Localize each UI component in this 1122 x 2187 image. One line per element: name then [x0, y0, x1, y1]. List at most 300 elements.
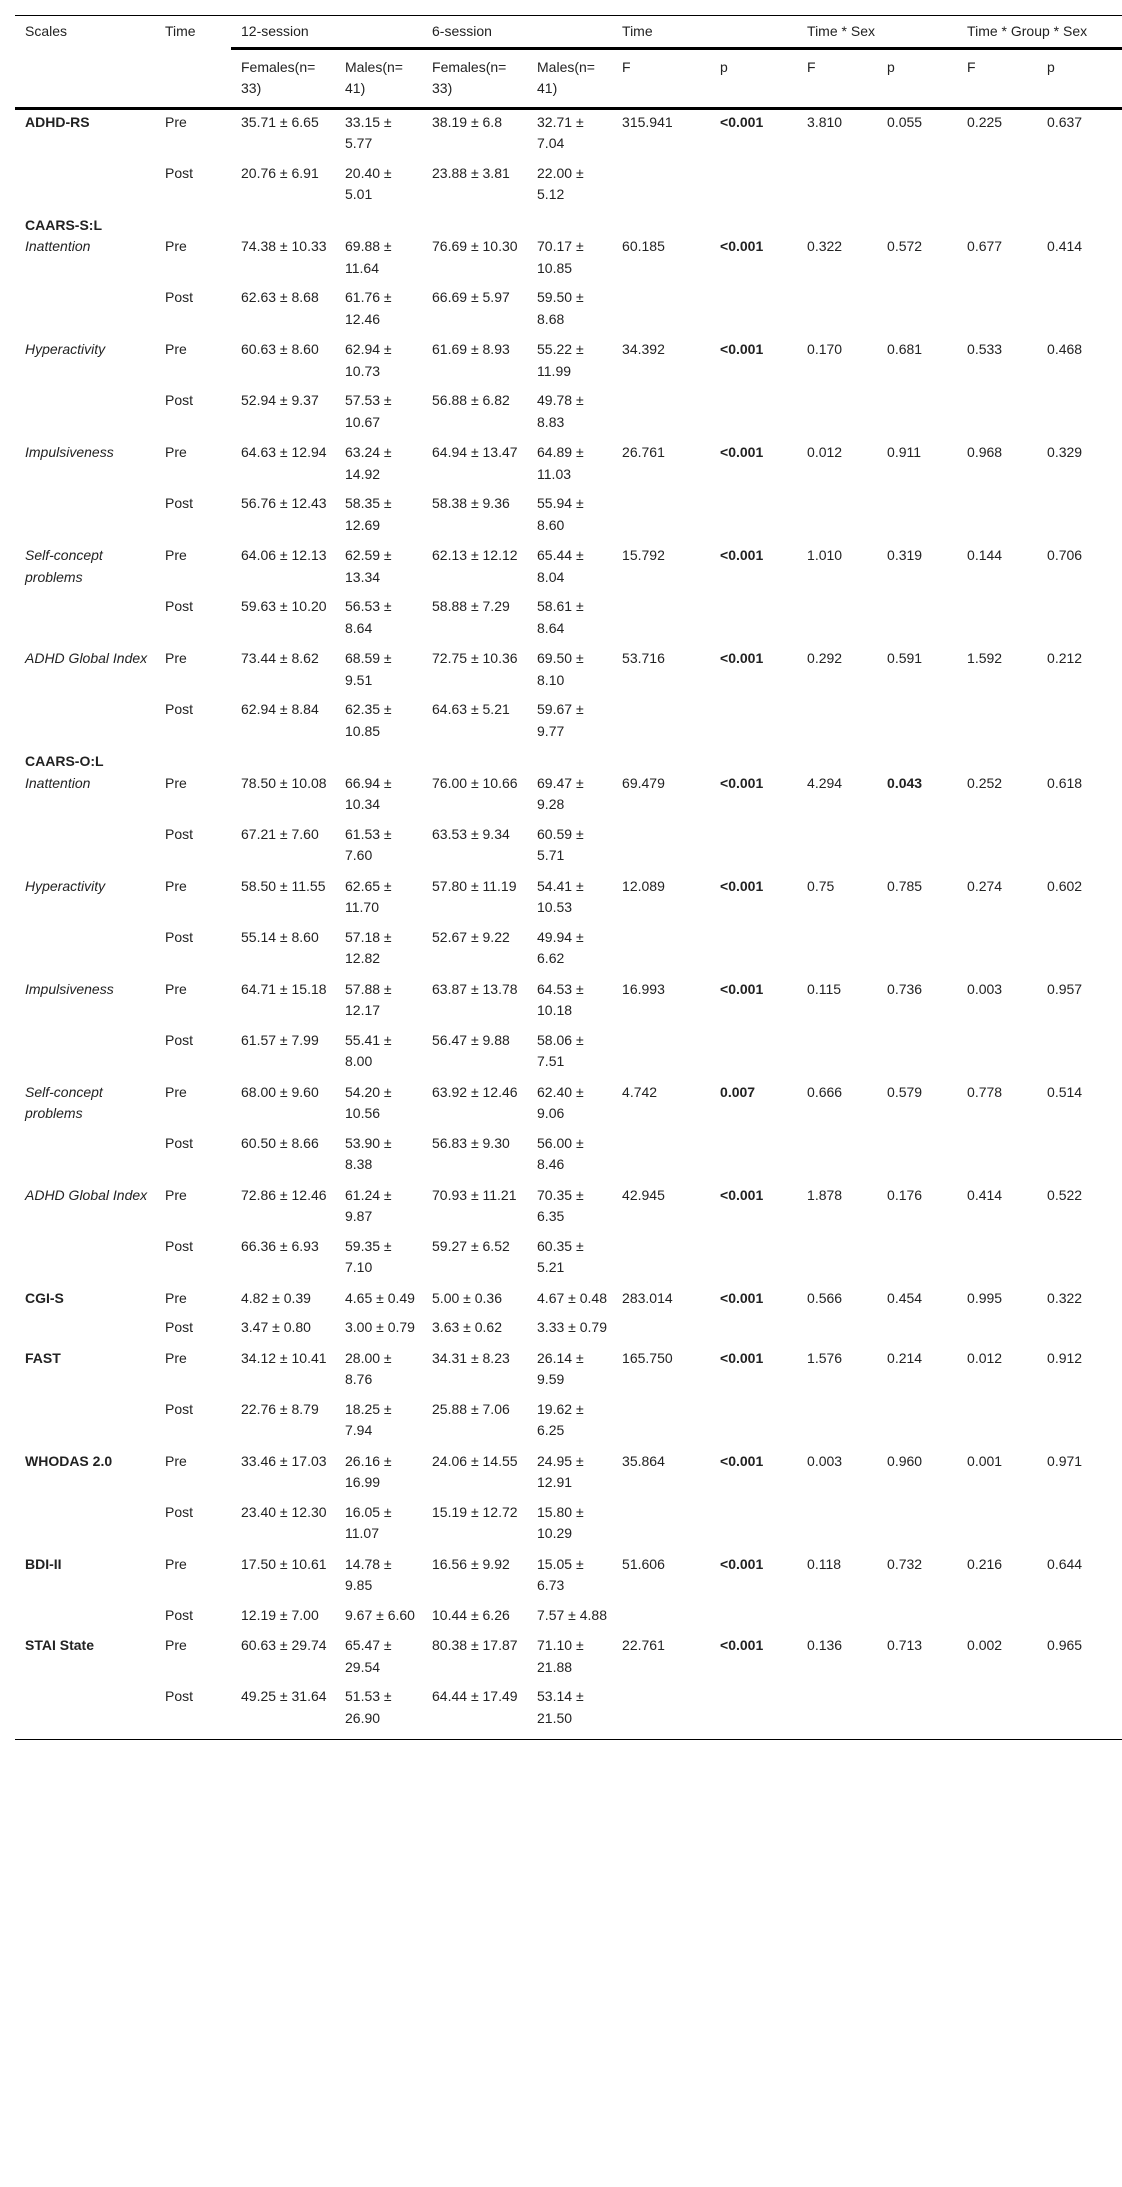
- time-f: 51.606: [622, 1555, 665, 1572]
- time-p: [710, 596, 797, 648]
- scale-name: [15, 1317, 155, 1348]
- time-group-sex-f: 0.414: [967, 1186, 1003, 1203]
- 12-session-males: 58.35 ± 12.69: [345, 495, 392, 533]
- time-sex-f: 3.810: [807, 113, 843, 130]
- 12-session-females: 72.86 ± 12.46: [241, 1186, 327, 1203]
- time-sex-p: [877, 1502, 957, 1554]
- header-time-p: p: [710, 48, 797, 108]
- 6-session-females: 59.27 ± 6.52: [432, 1237, 510, 1254]
- time-sex-f: [797, 1317, 877, 1348]
- time-p: [710, 1686, 797, 1740]
- time-sex-f: 0.136: [807, 1637, 843, 1653]
- time-p: [710, 1317, 797, 1348]
- time-f: [612, 287, 710, 339]
- table-row: [15, 1348, 1122, 1399]
- 6-session-males: 32.71 ± 7.04: [537, 113, 584, 151]
- time-point: Post: [165, 1237, 194, 1254]
- table-row: [15, 1635, 1122, 1686]
- 12-session-females: 66.36 ± 6.93: [241, 1237, 319, 1254]
- scale-name: Impulsiveness: [25, 444, 114, 460]
- time-point: Post: [165, 164, 194, 181]
- 12-session-females: 49.25 ± 31.64: [231, 1686, 335, 1740]
- scale-name: Self-concept problems: [25, 547, 103, 585]
- 12-session-males: 26.16 ± 16.99: [345, 1452, 392, 1490]
- scale-name: CGI-S: [25, 1289, 64, 1306]
- time-sex-p: 0.713: [887, 1637, 923, 1653]
- time-f: [612, 1317, 710, 1348]
- time-group-sex-p: [1037, 1399, 1122, 1451]
- time-group-sex-p: [1037, 1236, 1122, 1288]
- time-group-sex-p: 0.706: [1047, 547, 1083, 563]
- 12-session-males: 59.35 ± 7.10: [345, 1237, 392, 1275]
- header-time-sex: Time * Sex: [797, 16, 957, 49]
- 6-session-males: 3.33 ± 0.79: [537, 1319, 607, 1335]
- time-group-sex-f: 0.995: [967, 1289, 1003, 1306]
- time-group-sex-f: [957, 1686, 1037, 1740]
- time-point: Post: [165, 392, 194, 408]
- 6-session-males: 19.62 ± 6.25: [537, 1400, 584, 1438]
- time-p: [710, 1399, 797, 1451]
- time-group-sex-p: 0.514: [1047, 1083, 1083, 1100]
- time-f: 12.089: [622, 877, 665, 894]
- header-time-sex-p: p: [877, 48, 957, 108]
- time-group-sex-f: [957, 1502, 1037, 1554]
- time-point: Pre: [165, 1289, 187, 1306]
- 6-session-females: 63.53 ± 9.34: [432, 825, 510, 842]
- 12-session-males: 63.24 ± 14.92: [345, 444, 392, 482]
- 12-session-males: 56.53 ± 8.64: [345, 598, 392, 636]
- time-p: [710, 824, 797, 876]
- time-sex-p: 0.911: [887, 444, 922, 460]
- 6-session-males: 69.47 ± 9.28: [537, 774, 584, 812]
- time-point: Post: [165, 701, 194, 717]
- time-group-sex-f: 0.677: [967, 238, 1003, 254]
- time-sex-f: [797, 493, 877, 545]
- time-point: Post: [165, 1134, 194, 1151]
- time-f: [612, 1133, 710, 1185]
- time-point: Pre: [165, 980, 187, 997]
- time-sex-f: 0.322: [807, 238, 843, 254]
- time-f: 60.185: [622, 238, 665, 254]
- time-group-sex-f: [957, 390, 1037, 442]
- time-group-sex-p: 0.644: [1047, 1555, 1083, 1572]
- 12-session-males: 57.18 ± 12.82: [345, 928, 392, 966]
- 12-session-females: 22.76 ± 8.79: [241, 1400, 319, 1417]
- time-f: 165.750: [622, 1349, 673, 1366]
- time-sex-p: [877, 287, 957, 339]
- 12-session-males: 4.65 ± 0.49: [345, 1289, 415, 1306]
- time-sex-f: [797, 596, 877, 648]
- time-group-sex-p: [1037, 1502, 1122, 1554]
- time-sex-f: [797, 1605, 877, 1636]
- time-group-sex-f: [957, 927, 1037, 979]
- time-sex-f: [797, 1399, 877, 1451]
- time-f: [612, 1502, 710, 1554]
- 12-session-males: 54.20 ± 10.56: [345, 1083, 392, 1121]
- time-p: <0.001: [720, 341, 764, 357]
- 12-session-females: 12.19 ± 7.00: [241, 1606, 319, 1623]
- time-group-sex-f: 0.216: [967, 1555, 1003, 1572]
- time-sex-p: [877, 699, 957, 751]
- table-row: [15, 876, 1122, 927]
- 12-session-females: 60.63 ± 29.74: [241, 1637, 327, 1653]
- table-row: [15, 1185, 1122, 1236]
- time-sex-f: 0.292: [807, 650, 843, 666]
- time-point: Pre: [165, 444, 187, 460]
- 12-session-females: 73.44 ± 8.62: [241, 650, 319, 666]
- scale-name: BDI-II: [25, 1555, 62, 1572]
- time-f: [612, 1605, 710, 1636]
- header-scales: Scales: [15, 16, 155, 49]
- 6-session-females: 63.92 ± 12.46: [432, 1083, 518, 1100]
- time-group-sex-f: 0.012: [967, 1349, 1003, 1366]
- time-p: <0.001: [720, 1452, 764, 1469]
- 12-session-females: 56.76 ± 12.43: [241, 495, 327, 511]
- 12-session-females: 55.14 ± 8.60: [241, 928, 319, 945]
- header-6-session: 6-session: [422, 16, 612, 49]
- time-sex-f: [797, 390, 877, 442]
- 6-session-females: 58.88 ± 7.29: [432, 598, 510, 614]
- time-point: Pre: [165, 877, 187, 894]
- 6-session-males: 54.41 ± 10.53: [537, 877, 584, 915]
- time-group-sex-p: 0.618: [1047, 774, 1083, 791]
- 6-session-males: 15.80 ± 10.29: [537, 1503, 584, 1541]
- table-row: [15, 339, 1122, 390]
- scale-name: Impulsiveness: [25, 980, 114, 997]
- 6-session-females: 56.83 ± 9.30: [432, 1134, 510, 1151]
- time-f: [612, 1399, 710, 1451]
- time-group-sex-f: [957, 1605, 1037, 1636]
- 6-session-females: 80.38 ± 17.87: [432, 1637, 518, 1653]
- time-f: [612, 927, 710, 979]
- time-p: <0.001: [720, 650, 764, 666]
- time-sex-f: [797, 1686, 877, 1740]
- 12-session-males: 61.76 ± 12.46: [345, 289, 392, 327]
- table-row: [15, 773, 1122, 824]
- 6-session-females: 3.63 ± 0.62: [432, 1319, 502, 1335]
- time-p: [710, 163, 797, 215]
- 6-session-males: 64.89 ± 11.03: [537, 444, 584, 482]
- time-group-sex-p: [1037, 1686, 1122, 1740]
- 12-session-males: 3.00 ± 0.79: [345, 1319, 415, 1335]
- 6-session-males: 62.40 ± 9.06: [537, 1083, 584, 1121]
- 12-session-males: 28.00 ± 8.76: [345, 1349, 392, 1387]
- 6-session-males: 70.17 ± 10.85: [537, 238, 584, 276]
- time-f: [612, 493, 710, 545]
- results-table-container: [15, 15, 1122, 1740]
- time-sex-p: 0.319: [887, 547, 923, 563]
- time-f: [612, 824, 710, 876]
- scale-name: FAST: [25, 1349, 61, 1366]
- 6-session-females: 10.44 ± 6.26: [432, 1606, 510, 1623]
- time-sex-p: 0.579: [887, 1083, 923, 1100]
- time-f: [612, 699, 710, 751]
- time-p: [710, 1605, 797, 1636]
- scale-name: Hyperactivity: [25, 877, 106, 894]
- time-point: Pre: [165, 1083, 187, 1100]
- time-point: Post: [165, 1503, 194, 1520]
- header-time-effect: Time: [612, 16, 797, 49]
- time-p: <0.001: [720, 1186, 764, 1203]
- table-row: [15, 1399, 1122, 1451]
- time-sex-p: [877, 1399, 957, 1451]
- time-group-sex-p: 0.912: [1047, 1349, 1083, 1366]
- time-sex-f: 0.170: [807, 341, 843, 357]
- 6-session-males: 64.53 ± 10.18: [537, 980, 584, 1018]
- time-point: Post: [165, 1400, 194, 1417]
- time-sex-f: 1.010: [807, 547, 843, 563]
- time-group-sex-p: 0.602: [1047, 877, 1083, 894]
- scale-name: [15, 1399, 155, 1451]
- time-p: [710, 287, 797, 339]
- scale-name: [15, 1030, 155, 1082]
- time-group-sex-p: [1037, 390, 1122, 442]
- table-row: [15, 824, 1122, 876]
- 6-session-males: 65.44 ± 8.04: [537, 547, 584, 585]
- time-sex-f: 0.115: [807, 980, 842, 997]
- 6-session-males: 71.10 ± 21.88: [537, 1637, 584, 1675]
- 6-session-males: 15.05 ± 6.73: [537, 1555, 584, 1593]
- 12-session-females: 68.00 ± 9.60: [241, 1083, 319, 1100]
- time-group-sex-p: [1037, 699, 1122, 751]
- table-row: [15, 287, 1122, 339]
- 6-session-females: 63.87 ± 13.78: [432, 980, 518, 997]
- time-f: 42.945: [622, 1186, 665, 1203]
- time-sex-p: 0.960: [887, 1452, 923, 1469]
- time-point: Pre: [165, 1555, 187, 1572]
- 12-session-males: 69.88 ± 11.64: [345, 238, 392, 276]
- 12-session-males: 68.59 ± 9.51: [345, 650, 392, 688]
- scale-name: WHODAS 2.0: [25, 1452, 113, 1469]
- header-time-sex-f: F: [797, 48, 877, 108]
- 12-session-females: 62.63 ± 8.68: [241, 289, 319, 305]
- 12-session-males: 16.05 ± 11.07: [345, 1503, 392, 1541]
- time-p: <0.001: [720, 1289, 764, 1306]
- time-sex-f: 0.566: [807, 1289, 843, 1306]
- 6-session-males: 60.35 ± 5.21: [537, 1237, 584, 1275]
- time-sex-f: [797, 824, 877, 876]
- time-p: <0.001: [720, 980, 764, 997]
- time-point: Pre: [165, 650, 187, 666]
- 12-session-females: 23.40 ± 12.30: [241, 1503, 327, 1520]
- time-group-sex-f: 0.274: [967, 877, 1003, 894]
- 6-session-females: 34.31 ± 8.23: [432, 1349, 510, 1366]
- table-row: [15, 390, 1122, 442]
- 12-session-males: 62.59 ± 13.34: [345, 547, 392, 585]
- table-row: [15, 1554, 1122, 1605]
- time-group-sex-f: [957, 699, 1037, 751]
- time-sex-f: 0.118: [807, 1555, 842, 1572]
- time-point: Post: [155, 1686, 231, 1740]
- time-group-sex-p: 0.971: [1047, 1452, 1083, 1469]
- time-group-sex-f: [957, 1317, 1037, 1348]
- time-p: <0.001: [720, 444, 764, 460]
- time-f: 53.716: [622, 650, 665, 666]
- 12-session-females: 62.94 ± 8.84: [241, 701, 319, 717]
- 12-session-females: 61.57 ± 7.99: [241, 1031, 319, 1048]
- time-group-sex-f: 0.968: [967, 444, 1003, 460]
- table-row: [15, 1133, 1122, 1185]
- time-point: Pre: [165, 547, 187, 563]
- scale-name: ADHD Global Index: [25, 1186, 148, 1203]
- time-group-sex-p: 0.957: [1047, 980, 1083, 997]
- scale-name: Inattention: [25, 774, 91, 791]
- header-12-males: Males(n= 41): [335, 48, 422, 108]
- time-group-sex-p: 0.414: [1047, 238, 1083, 254]
- time-sex-f: [797, 927, 877, 979]
- time-group-sex-p: [1037, 1030, 1122, 1082]
- time-sex-f: 0.75: [807, 877, 835, 894]
- time-sex-f: [797, 1502, 877, 1554]
- 6-session-females: 66.69 ± 5.97: [432, 289, 510, 305]
- 6-session-males: 59.50 ± 8.68: [537, 289, 584, 327]
- scale-name: [15, 927, 155, 979]
- 12-session-males: 55.41 ± 8.00: [345, 1031, 392, 1069]
- 12-session-males: 57.53 ± 10.67: [345, 392, 392, 430]
- time-group-sex-p: 0.965: [1047, 1637, 1083, 1653]
- header-12-session: 12-session: [231, 16, 422, 49]
- time-sex-f: 0.012: [807, 444, 843, 460]
- time-sex-p: 0.736: [887, 980, 923, 997]
- time-sex-p: [877, 1317, 957, 1348]
- time-group-sex-p: 0.468: [1047, 341, 1083, 357]
- 6-session-females: 64.94 ± 13.47: [432, 444, 518, 460]
- header-12-females: Females(n= 33): [231, 48, 335, 108]
- time-p: [710, 493, 797, 545]
- time-point: Post: [165, 1031, 194, 1048]
- table-row: [15, 236, 1122, 287]
- time-point: Pre: [165, 113, 187, 130]
- table-row: [15, 1030, 1122, 1082]
- time-group-sex-p: [1037, 493, 1122, 545]
- header-row-subcolumns: [15, 48, 1122, 108]
- time-f: 22.761: [622, 1637, 665, 1653]
- time-p: [710, 1133, 797, 1185]
- time-point: Post: [165, 598, 194, 614]
- time-f: 69.479: [622, 774, 665, 791]
- time-group-sex-f: [957, 824, 1037, 876]
- time-sex-p: [877, 390, 957, 442]
- 6-session-females: 57.80 ± 11.19: [432, 877, 517, 894]
- 6-session-females: 23.88 ± 3.81: [432, 164, 510, 181]
- time-group-sex-p: 0.322: [1047, 1289, 1083, 1306]
- 12-session-females: 64.71 ± 15.18: [241, 980, 327, 997]
- time-f: 15.792: [622, 547, 665, 563]
- time-point: Pre: [165, 238, 187, 254]
- scale-name: [15, 1502, 155, 1554]
- time-sex-f: 1.576: [807, 1349, 843, 1366]
- time-group-sex-p: [1037, 824, 1122, 876]
- 12-session-males: 33.15 ± 5.77: [345, 113, 392, 151]
- time-p: [710, 699, 797, 751]
- 12-session-males: 66.94 ± 10.34: [345, 774, 392, 812]
- table-row: [15, 596, 1122, 648]
- time-sex-f: [797, 699, 877, 751]
- time-group-sex-p: [1037, 1605, 1122, 1636]
- time-p: [710, 1030, 797, 1082]
- section-header-row: [15, 215, 1122, 237]
- time-p: <0.001: [720, 1349, 764, 1366]
- 12-session-females: 60.50 ± 8.66: [241, 1134, 319, 1151]
- 6-session-males: 70.35 ± 6.35: [537, 1186, 584, 1224]
- 6-session-females: 76.69 ± 10.30: [432, 238, 518, 254]
- time-sex-p: [877, 1030, 957, 1082]
- time-group-sex-p: 0.637: [1047, 113, 1083, 130]
- time-f: [612, 1030, 710, 1082]
- time-p: <0.001: [720, 113, 764, 130]
- header-6-males: Males(n= 41): [527, 48, 612, 108]
- 12-session-females: 67.21 ± 7.60: [241, 825, 319, 842]
- time-f: 34.392: [622, 341, 665, 357]
- 12-session-males: 18.25 ± 7.94: [345, 1400, 392, 1438]
- header-row-groups: [15, 16, 1122, 49]
- time-point: Pre: [165, 1349, 187, 1366]
- 6-session-females: 38.19 ± 6.8: [432, 113, 502, 130]
- time-group-sex-f: 0.003: [967, 980, 1003, 997]
- time-group-sex-f: [957, 163, 1037, 215]
- header-blank: [155, 48, 231, 108]
- time-sex-p: 0.732: [887, 1555, 923, 1572]
- 6-session-males: 56.00 ± 8.46: [537, 1134, 584, 1172]
- time-group-sex-f: 0.252: [967, 774, 1003, 791]
- 6-session-females: 64.44 ± 17.49: [422, 1686, 527, 1740]
- time-sex-f: [797, 163, 877, 215]
- time-point: Post: [165, 825, 194, 842]
- 12-session-females: 58.50 ± 11.55: [241, 877, 326, 894]
- time-group-sex-p: 0.522: [1047, 1186, 1083, 1203]
- 12-session-females: 52.94 ± 9.37: [241, 392, 319, 408]
- time-sex-f: 0.003: [807, 1452, 843, 1469]
- time-sex-p: 0.572: [887, 238, 923, 254]
- time-point: Post: [165, 928, 194, 945]
- time-sex-p: 0.214: [887, 1349, 923, 1366]
- time-group-sex-f: [957, 1236, 1037, 1288]
- 12-session-females: 64.63 ± 12.94: [241, 444, 327, 460]
- time-group-sex-f: [957, 493, 1037, 545]
- time-group-sex-f: [957, 287, 1037, 339]
- 6-session-females: 56.47 ± 9.88: [432, 1031, 510, 1048]
- time-sex-p: [877, 596, 957, 648]
- scale-name: [15, 1236, 155, 1288]
- 6-session-males: 49.78 ± 8.83: [537, 392, 584, 430]
- 6-session-females: 70.93 ± 11.21: [432, 1186, 517, 1203]
- table-row: [15, 1288, 1122, 1318]
- 12-session-males: 62.35 ± 10.85: [345, 701, 392, 739]
- time-f: 315.941: [622, 113, 673, 130]
- time-p: [710, 390, 797, 442]
- time-sex-p: [877, 1236, 957, 1288]
- 12-session-males: 57.88 ± 12.17: [345, 980, 392, 1018]
- time-p: <0.001: [720, 547, 764, 563]
- time-p: [710, 1236, 797, 1288]
- 12-session-females: 4.82 ± 0.39: [241, 1289, 311, 1306]
- 12-session-females: 59.63 ± 10.20: [241, 598, 327, 614]
- 6-session-males: 55.22 ± 11.99: [537, 341, 584, 379]
- time-point: Pre: [165, 1637, 187, 1653]
- 6-session-females: 16.56 ± 9.92: [432, 1555, 510, 1572]
- 6-session-females: 56.88 ± 6.82: [432, 392, 510, 408]
- time-p: <0.001: [720, 238, 764, 254]
- time-group-sex-f: 0.002: [967, 1637, 1003, 1653]
- time-sex-p: [877, 1605, 957, 1636]
- results-table: [15, 15, 1122, 1740]
- table-row: [15, 1451, 1122, 1502]
- time-sex-p: 0.043: [887, 774, 923, 791]
- table-row: [15, 108, 1122, 163]
- scale-name: [15, 1686, 155, 1740]
- time-group-sex-p: [1037, 163, 1122, 215]
- 12-session-females: 60.63 ± 8.60: [241, 341, 319, 357]
